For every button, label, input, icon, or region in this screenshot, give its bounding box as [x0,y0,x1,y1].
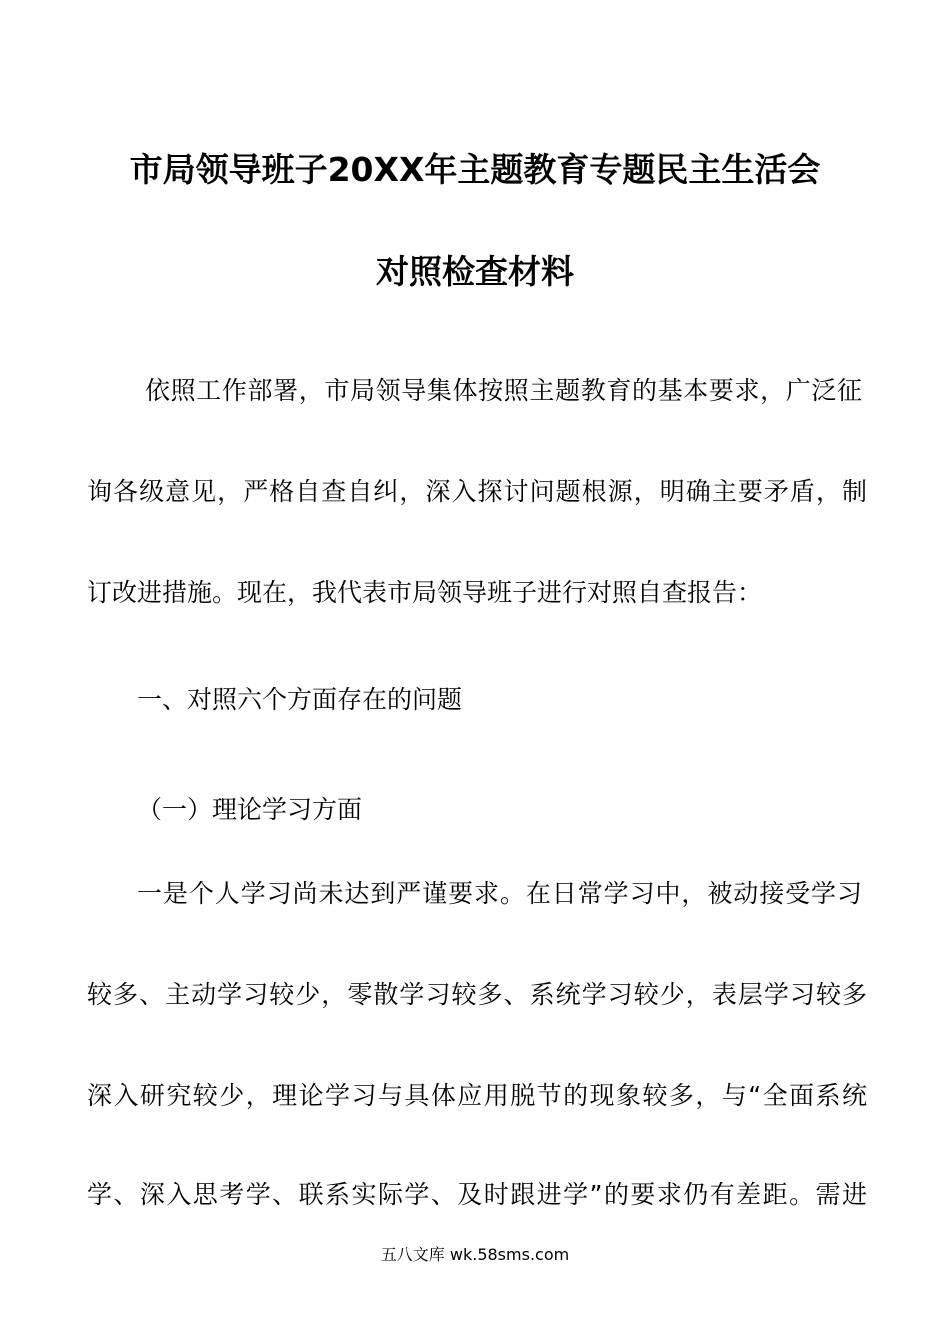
paragraph-line: 订改进措施。现在，我代表市局领导班子进行对照自查报告： [87,578,763,607]
paragraph-line: 深入研究较少，理论学习与具体应用脱节的现象较多，与“全面系统 [87,1081,867,1110]
paragraph-line: 学、深入思考学、联系实际学、及时跟进学”的要求仍有差距。需进 [87,1180,867,1209]
paragraph-line: 询各级意见，严格自查自纠，深入探讨问题根源，明确主要矛盾，制 [87,477,867,506]
paragraph-line: 一是个人学习尚未达到严谨要求。在日常学习中，被动接受学习 [137,879,862,908]
document-title-line-2: 对照检查材料 [376,252,574,291]
section-heading: 一、对照六个方面存在的问题 [137,685,463,714]
paragraph-line: 较多、主动学习较少，零散学习较多、系统学习较少，表层学习较多 [87,980,867,1009]
document-title-line-1: 市局领导班子20XX年主题教育专题民主生活会 [129,150,821,189]
subsection-heading: （一）理论学习方面 [137,795,363,824]
paragraph-line: 依照工作部署，市局领导集体按照主题教育的基本要求，广泛征 [145,376,862,405]
footer-watermark-text: 五八文库 wk.58sms.com [380,1245,570,1264]
